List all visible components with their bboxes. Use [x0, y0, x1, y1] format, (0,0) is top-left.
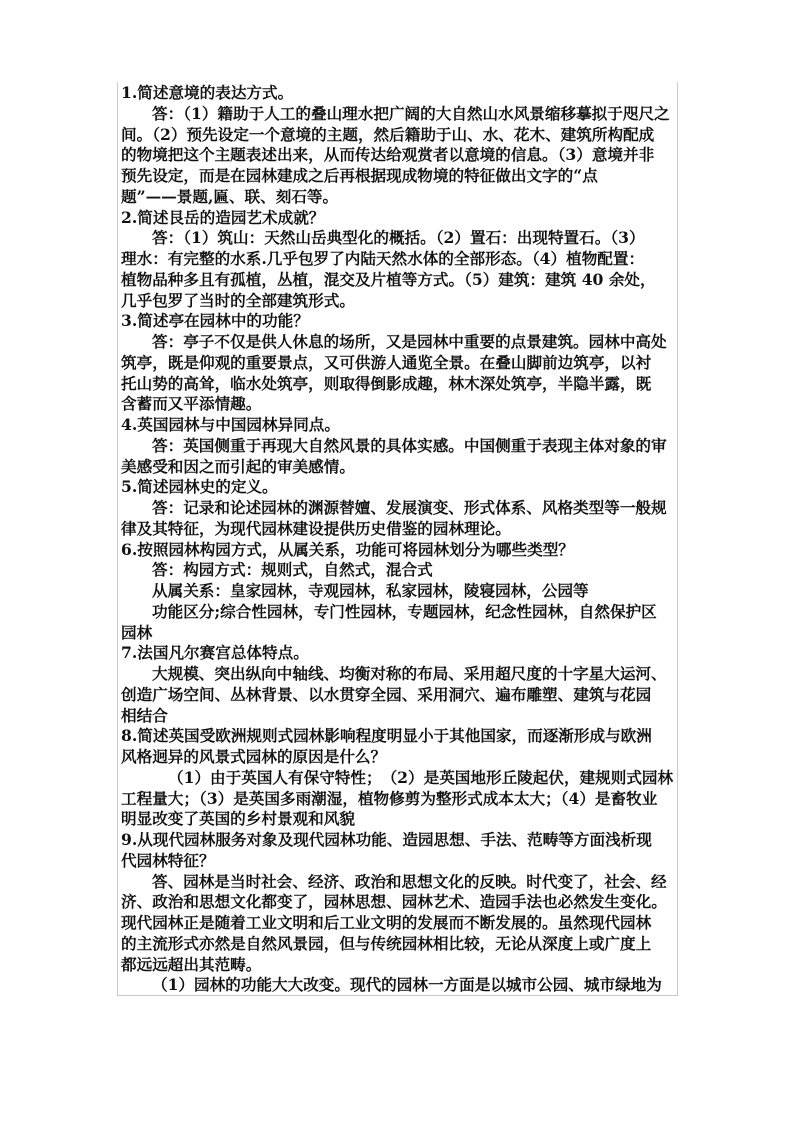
- answer-line: 相结合: [121, 705, 168, 725]
- answer-line: 济、政治和思想文化都变了，园林思想、园林艺术、造园手法也必然发生变化。: [121, 892, 667, 912]
- question-title: 7.法国凡尔赛宫总体特点。: [121, 643, 309, 663]
- answer-line: 明显改变了英国的乡村景观和风貌: [121, 809, 355, 829]
- answer-line: 答、园林是当时社会、经济、政治和思想文化的反映。时代变了，社会、经: [152, 871, 667, 891]
- question-title: 风格迥异的风景式园林的原因是什么？: [121, 747, 387, 766]
- answer-line: 园林: [121, 622, 153, 642]
- answer-line: 植物品种多且有孤植，丛植，混交及片植等方式。（5）建筑：建筑 40 余处，: [121, 269, 656, 289]
- answer-line: 律及其特征，为现代园林建设提供历史借鉴的园林理论。: [121, 518, 511, 538]
- question-4: [121, 415, 677, 477]
- question-title: 3.简述亭在园林中的功能？: [121, 311, 309, 331]
- answer-line: 答：英国侧重于再现大自然风景的具体实感。中国侧重于表现主体对象的审: [152, 435, 667, 455]
- question-title: 代园林特征？: [121, 850, 215, 870]
- question-3: [121, 311, 677, 415]
- question-title: 4.英国园林与中国园林异同点。: [121, 415, 340, 434]
- answer-line: 大规模、突出纵向中轴线、均衡对称的布局、采用超尺度的十字星大运河、: [152, 664, 667, 683]
- question-5: [121, 477, 677, 539]
- question-7: [121, 643, 677, 726]
- answer-line: 答：亭子不仅是供人休息的场所，又是园林中重要的点景建筑。园林中高处: [152, 332, 667, 351]
- answer-line: （1）园林的功能大大改变。现代的园林一方面是以城市公园、城市绿地为: [152, 975, 662, 995]
- answer-line: 题”——景题,匾、联、刻石等。: [121, 186, 339, 206]
- answer-line: 创造广场空间、丛林背景、以水贯穿全园、采用洞穴、遍布雕塑、建筑与花园: [121, 684, 652, 704]
- answer-line: 预先设定，而是在园林建成之后再根据现成物境的特征做出文字的“点: [121, 166, 598, 185]
- answer-line: 的物境把这个主题表述出来，从而传达给观赏者以意境的信息。（3）意境并非: [121, 145, 655, 165]
- answer-line: 工程量大；（3）是英国多雨潮湿，植物修剪为整形式成本太大；（4）是畜牧业: [121, 788, 658, 808]
- answer-line: 都远远超出其范畴。: [121, 954, 262, 974]
- question-8: [121, 726, 677, 830]
- answer-line: 答：记录和论述园林的渊源替嬗、发展演变、形式体系、风格类型等一般规: [152, 498, 667, 517]
- answer-line: 间。（2）预先设定一个意境的主题，然后籍助于山、水、花木、建筑所构配成: [121, 124, 655, 144]
- question-title: 1.简述意境的表达方式。: [121, 83, 294, 102]
- question-title: 6.按照园林构园方式，从属关系，功能可将园林划分为哪些类型？: [121, 539, 574, 559]
- question-title: 8.简述英国受欧洲规则式园林影响程度明显小于其他国家，而逐渐形成与欧洲: [121, 726, 652, 746]
- question-1: [121, 83, 677, 208]
- answer-line: 几乎包罗了当时的全部建筑形式。: [121, 290, 355, 310]
- question-2: [121, 208, 677, 312]
- question-6: [121, 540, 677, 644]
- question-title: 9.从现代园林服务对象及现代园林功能、造园思想、手法、范畴等方面浅析现: [121, 830, 652, 849]
- answer-line: 答：构园方式：规则式，自然式，混合式: [152, 560, 433, 580]
- question-title: 5.简述园林史的定义。: [121, 477, 278, 497]
- answer-line: 从属关系：皇家园林，寺观园林，私家园林，陵寝园林，公园等: [152, 581, 589, 600]
- answer-line: 答：（1）筑山：天然山岳典型化的概括。（2）置石：出现特置石。（3）: [152, 228, 645, 248]
- answer-line: 现代园林正是随着工业文明和后工业文明的发展而不断发展的。虽然现代园林: [121, 913, 652, 932]
- answer-line: 含蓄而又平添情趣。: [121, 394, 262, 414]
- answer-line: 托山势的高耸，临水处筑亭，则取得倒影成趣，林木深处筑亭，半隐半露，既: [121, 373, 652, 393]
- answer-line: 美感受和因之而引起的审美感情。: [121, 456, 355, 476]
- answer-line: （1）由于英国人有保守特性； （2）是英国地形丘陵起伏，建规则式园林: [168, 767, 674, 787]
- answer-line: 理水：有完整的水系.几乎包罗了内陆天然水体的全部形态。（4）植物配置：: [121, 249, 645, 268]
- question-title: 2.简述艮岳的造园艺术成就？: [121, 207, 325, 227]
- answer-line: 筑亭，既是仰观的重要景点，又可供游人通览全景。在叠山脚前边筑亭，以衬: [121, 352, 652, 372]
- question-9: [121, 830, 677, 996]
- answer-line: 的主流形式亦然是自然风景园，但与传统园林相比较，无论从深度上或广度上: [121, 933, 652, 953]
- document-body: [121, 83, 677, 996]
- answer-line: 答：（1）籍助于人工的叠山理水把广阔的大自然山水风景缩移摹拟于咫尺之: [152, 103, 670, 123]
- answer-line: 功能区分;综合性园林，专门性园林，专题园林，纪念性园林，自然保护区: [152, 601, 657, 621]
